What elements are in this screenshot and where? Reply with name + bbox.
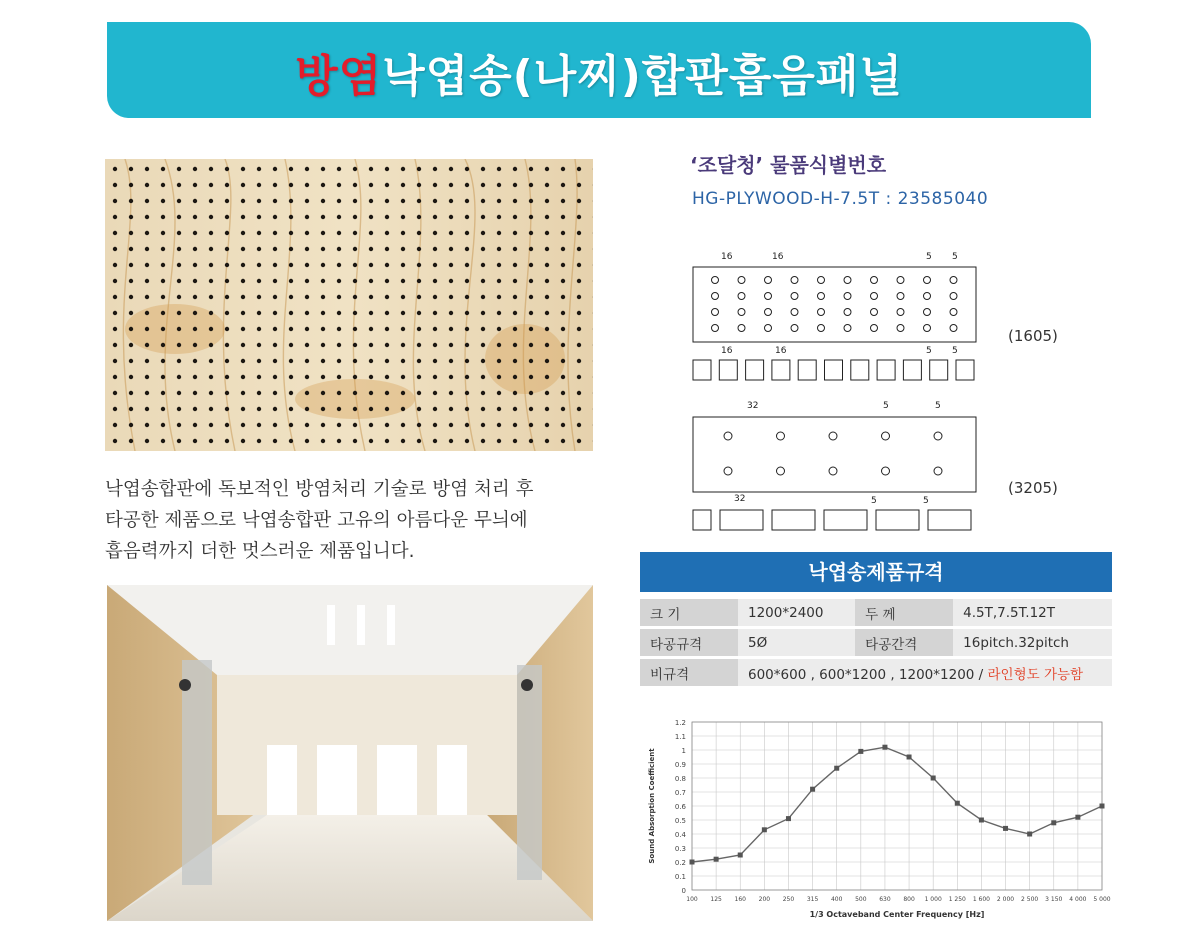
y-tick-label: 0.8 xyxy=(674,775,686,783)
product-description xyxy=(105,474,595,567)
section-block-1605 xyxy=(877,360,895,380)
hole-1605 xyxy=(844,309,851,316)
dim-label: 5 xyxy=(926,252,932,262)
hole-1605 xyxy=(897,325,904,332)
section-block-3205 xyxy=(876,510,919,530)
section-block-1605 xyxy=(851,360,869,380)
dim-label: 16 xyxy=(772,252,784,262)
data-point xyxy=(834,766,839,771)
section-block-3205 xyxy=(720,510,763,530)
y-tick-label: 1 xyxy=(681,747,686,755)
hole-1605 xyxy=(791,309,798,316)
section-block-1605 xyxy=(798,360,816,380)
x-tick-label: 250 xyxy=(782,896,795,903)
panel-3205-front xyxy=(693,417,976,492)
hole-1605 xyxy=(871,325,878,332)
page-title xyxy=(107,40,1091,104)
hole-1605 xyxy=(791,293,798,300)
x-tick-label: 400 xyxy=(830,896,843,903)
section-block-3205 xyxy=(772,510,815,530)
hole-1605 xyxy=(844,325,851,332)
spec-value xyxy=(738,659,1112,686)
spec-row xyxy=(640,599,1112,626)
data-point xyxy=(738,853,743,858)
dim-label: 5 xyxy=(871,496,877,506)
y-tick-label: 1.2 xyxy=(674,719,686,727)
hole-3205 xyxy=(724,467,732,475)
y-tick-label: 0.1 xyxy=(674,873,686,881)
spec-row xyxy=(640,629,1112,656)
y-tick-label: 0.2 xyxy=(674,859,686,867)
x-tick-label: 100 xyxy=(686,896,698,903)
spec-key: 타공간격 xyxy=(855,629,953,656)
data-point xyxy=(955,801,960,806)
dim-label: 5 xyxy=(883,401,889,411)
y-tick-label: 0.7 xyxy=(674,789,686,797)
hole-1605 xyxy=(791,325,798,332)
dim-label: 5 xyxy=(926,346,932,356)
data-point xyxy=(1027,832,1032,837)
hole-1605 xyxy=(738,293,745,300)
hole-1605 xyxy=(924,293,931,300)
hole-1605 xyxy=(738,277,745,284)
y-tick-label: 0.9 xyxy=(674,761,686,769)
plywood-texture-image xyxy=(105,159,593,451)
section-block-1605 xyxy=(930,360,948,380)
description-line: 흡음력까지 더한 멋스러운 제품입니다. xyxy=(105,541,415,562)
spec-key: 타공규격 xyxy=(640,629,738,656)
x-tick-label: 160 xyxy=(734,896,746,903)
section-block-3205 xyxy=(693,510,711,530)
hole-3205 xyxy=(882,432,890,440)
hole-1605 xyxy=(950,293,957,300)
data-point xyxy=(1075,815,1080,820)
data-point xyxy=(1003,826,1008,831)
hole-3205 xyxy=(777,467,785,475)
hole-1605 xyxy=(712,293,719,300)
data-point xyxy=(762,827,767,832)
procurement-label: ‘조달청’ 물품식별번호 xyxy=(690,153,887,177)
x-tick-label: 4 000 xyxy=(1069,896,1087,903)
x-tick-label: 800 xyxy=(903,896,915,903)
procurement-code: HG-PLYWOOD-H-7.5T : 23585040 xyxy=(692,189,989,209)
dim-label: 5 xyxy=(952,346,958,356)
hole-1605 xyxy=(712,325,719,332)
section-block-1605 xyxy=(719,360,737,380)
spec-value: 5Ø xyxy=(738,629,855,656)
hole-1605 xyxy=(818,293,825,300)
dim-label: 5 xyxy=(923,496,929,506)
hole-3205 xyxy=(882,467,890,475)
spec-value: 4.5T,7.5T.12T xyxy=(953,599,1112,626)
description-line: 타공한 제품으로 낙엽송합판 고유의 아름다운 무늬에 xyxy=(105,510,528,531)
x-tick-label: 1 000 xyxy=(924,896,942,903)
x-tick-label: 315 xyxy=(806,896,819,903)
spec-title: 낙엽송제품규격 xyxy=(640,552,1112,592)
spec-table xyxy=(640,596,1112,689)
y-tick-label: 0.3 xyxy=(674,845,686,853)
x-tick-label: 1 250 xyxy=(948,896,966,903)
hole-1605 xyxy=(871,277,878,284)
model-1605-label: (1605) xyxy=(1008,327,1058,345)
data-point xyxy=(907,755,912,760)
section-block-3205 xyxy=(824,510,867,530)
hole-1605 xyxy=(791,277,798,284)
hole-1605 xyxy=(844,293,851,300)
spec-key: 비규격 xyxy=(640,659,738,686)
chart-svg xyxy=(640,712,1112,922)
nonstandard-sizes: 600*600 , 600*1200 , 1200*1200 / xyxy=(748,666,984,683)
series-line xyxy=(692,747,1102,862)
hole-1605 xyxy=(765,277,772,284)
x-tick-label: 200 xyxy=(758,896,771,903)
y-tick-label: 0.6 xyxy=(674,803,686,811)
spec-key: 두 께 xyxy=(855,599,953,626)
hole-1605 xyxy=(897,277,904,284)
hole-1605 xyxy=(924,309,931,316)
dim-label: 16 xyxy=(721,252,733,262)
hole-1605 xyxy=(897,309,904,316)
data-point xyxy=(810,787,815,792)
section-block-1605 xyxy=(693,360,711,380)
dim-label: 32 xyxy=(747,401,759,411)
section-block-1605 xyxy=(825,360,843,380)
installed-room-photo xyxy=(107,585,593,921)
hole-1605 xyxy=(924,325,931,332)
hole-1605 xyxy=(818,277,825,284)
hole-3205 xyxy=(934,432,942,440)
x-tick-label: 125 xyxy=(710,896,722,903)
y-tick-label: 0 xyxy=(681,887,686,895)
y-tick-label: 0.5 xyxy=(674,817,686,825)
data-point xyxy=(714,857,719,862)
y-tick-label: 1.1 xyxy=(674,733,686,741)
hole-1605 xyxy=(950,277,957,284)
hole-1605 xyxy=(738,309,745,316)
hole-1605 xyxy=(818,325,825,332)
y-tick-label: 0.4 xyxy=(674,831,686,839)
hole-3205 xyxy=(934,467,942,475)
title-banner xyxy=(107,22,1091,118)
hole-1605 xyxy=(738,325,745,332)
dim-label: 5 xyxy=(935,401,941,411)
x-axis-label: 1/3 Octaveband Center Frequency [Hz] xyxy=(809,910,985,919)
absorption-chart xyxy=(640,712,1112,922)
dim-label: 5 xyxy=(952,252,958,262)
line-type-note: 라인형도 가능함 xyxy=(987,666,1084,683)
spec-value: 16pitch.32pitch xyxy=(953,629,1112,656)
data-point xyxy=(1051,820,1056,825)
hole-1605 xyxy=(950,309,957,316)
perforation-diagram xyxy=(690,245,1090,535)
x-tick-label: 2 500 xyxy=(1021,896,1039,903)
section-block-1605 xyxy=(903,360,921,380)
x-tick-label: 3 150 xyxy=(1045,896,1063,903)
section-block-1605 xyxy=(772,360,790,380)
dim-label: 16 xyxy=(775,346,787,356)
spec-value: 1200*2400 xyxy=(738,599,855,626)
chart-grid xyxy=(692,722,1102,890)
data-point xyxy=(979,818,984,823)
hole-3205 xyxy=(777,432,785,440)
description-line: 낙엽송합판에 독보적인 방염처리 기술로 방염 처리 후 xyxy=(105,479,534,500)
data-point xyxy=(858,749,863,754)
x-tick-label: 5 000 xyxy=(1093,896,1111,903)
hole-1605 xyxy=(950,325,957,332)
data-point xyxy=(1100,804,1105,809)
spec-key: 크 기 xyxy=(640,599,738,626)
hole-1605 xyxy=(712,277,719,284)
data-point xyxy=(690,860,695,865)
hole-1605 xyxy=(897,293,904,300)
section-block-1605 xyxy=(956,360,974,380)
dim-label: 16 xyxy=(721,346,733,356)
data-point xyxy=(786,816,791,821)
hole-3205 xyxy=(724,432,732,440)
x-tick-label: 2 000 xyxy=(996,896,1015,903)
y-axis-label: Sound Absorption Coefficient xyxy=(648,748,656,864)
hole-1605 xyxy=(818,309,825,316)
data-point xyxy=(931,776,936,781)
title-accent: 방염 xyxy=(295,51,383,102)
hole-1605 xyxy=(871,309,878,316)
panel-1605-front xyxy=(693,267,976,342)
hole-1605 xyxy=(924,277,931,284)
x-tick-label: 1 600 xyxy=(972,896,991,903)
hole-1605 xyxy=(871,293,878,300)
hole-1605 xyxy=(765,325,772,332)
model-3205-label: (3205) xyxy=(1008,479,1058,497)
hole-3205 xyxy=(829,432,837,440)
dim-label: 32 xyxy=(734,494,746,504)
x-tick-label: 500 xyxy=(855,896,867,903)
hole-1605 xyxy=(765,293,772,300)
section-block-1605 xyxy=(746,360,764,380)
data-point xyxy=(882,745,887,750)
hole-3205 xyxy=(829,467,837,475)
hole-1605 xyxy=(765,309,772,316)
section-block-3205 xyxy=(928,510,971,530)
hole-1605 xyxy=(712,309,719,316)
title-rest: 낙엽송(나찌)합판흡음패널 xyxy=(382,51,903,102)
hole-1605 xyxy=(844,277,851,284)
spec-row xyxy=(640,659,1112,686)
x-tick-label: 630 xyxy=(879,896,891,903)
